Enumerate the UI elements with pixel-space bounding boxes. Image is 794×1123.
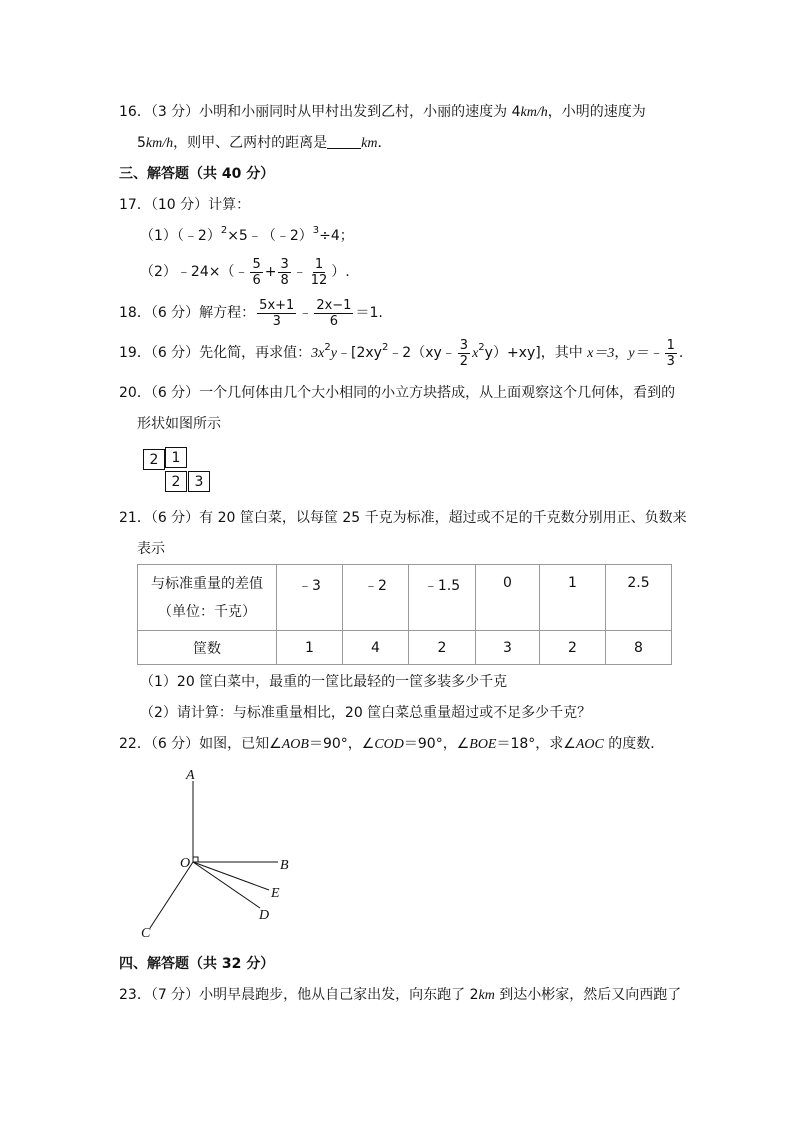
table-cell: ﹣2 [343,565,409,631]
section-4-title: 四、解答题（共 32 分） [119,956,275,972]
q22-head: 22．（6 分）如图，已知∠ [119,736,282,752]
table-cell: 0 [476,565,540,631]
q21-sub1: （1）20 筐白菜中，最重的一筐比最轻的一筐多装多少千克 [140,674,508,690]
q21-line2: 表示 [137,541,165,557]
q22-t2: ＝90°，∠ [308,736,375,752]
q17-p2-plus: + [264,264,277,280]
ray-od [193,862,260,908]
q22-angle-cod: COD [374,737,404,752]
q19-e6: y）+xy]，其中 [484,345,588,361]
q21-line1: 21．（6 分）有 20 筐白菜，以每筐 25 千克为标准，超过或不足的千克数分别用正、负数来 [119,510,687,526]
label-e: E [271,886,280,901]
q19-e1s: 2 [324,342,331,353]
q19-e3: ﹣[2xy [336,345,382,361]
q23-b: 到达小彬家，然后又向西跑了 [494,987,682,1003]
table-cell: 2 [540,631,606,665]
q19-end: . [678,345,684,361]
q19-head: 19．（6 分）先化简，再求值： [119,345,312,361]
table-cell: 2 [409,631,476,665]
q17-p1-c: ÷4； [319,228,354,244]
label-c: C [141,926,151,941]
q16-unit-kmh: km/h [520,105,548,120]
q18-eq: ＝1. [355,305,383,321]
label-d: D [259,908,270,923]
table-cell: 1 [277,631,343,665]
q19-e3s: 2 [381,342,389,353]
ray-oe [193,862,269,890]
q17-p2-a: （2）﹣24×（﹣ [140,264,249,280]
grid-cell-4: 3 [188,471,210,492]
q23-line [119,985,681,1006]
q23-unit: km [478,988,495,1003]
row1-label-b: （单位：千克） [158,603,256,620]
q17-p1-exp1: 2 [220,225,228,236]
q18-frac-2: $\frac{2x-1}{6}$ [316,297,352,329]
table-header-cell: 筐数 [138,631,277,665]
row1-label-a: 与标准重量的差值 [151,575,263,592]
right-angle-marker [193,857,198,862]
table-cell: 2.5 [606,565,672,631]
q21-sub2: （2）请计算：与标准重量相比，20 筐白菜总重量超过或不足多少千克？ [140,705,592,721]
q22-angle-aoc: AOC [575,737,604,752]
label-a: A [186,768,195,783]
section-3-title: 三、解答题（共 40 分） [119,166,275,182]
table-cell: ﹣1.5 [409,565,476,631]
grid-cell-1: 2 [143,449,165,470]
q17-p2-minus: ﹣ [292,264,307,280]
q20-line1: 20．（6 分）一个几何体由几个大小相同的小立方块搭成，从上面观察这个几何体，看到的 [119,385,676,401]
q20-line2: 形状如图所示 [137,416,221,432]
q19-e5s: 2 [478,342,485,353]
q16-text-d: ，则甲、乙两村的距离是 [173,135,328,151]
table-cell: ﹣3 [277,565,343,631]
grid-cell-2: 1 [165,447,187,468]
q17-frac-3: $\frac{1}{12}$ [310,256,328,288]
q16-text-b: ，小明的速度为 [547,104,646,120]
q19-y-frac: $\frac{1}{3}$ [666,337,675,369]
q22-t4: ＝90°，∠ [403,736,470,752]
q17-p2-end: ）. [331,264,350,280]
q22-t6: ＝18°，求∠ [496,736,576,752]
q19-e2: y [330,346,337,361]
label-b: B [280,858,289,873]
q17-frac-1: $\frac{5}{6}$ [252,256,261,288]
q16-text-c: 5 [137,135,146,151]
q22-t8: 的度数． [603,736,665,752]
q17-p1-b: ×5﹣（﹣2） [227,228,313,244]
q16-text-a: 16．（3 分）小明和小丽同时从甲村出发到乙村，小丽的速度为 4 [119,104,521,120]
q18-minus: ﹣ [298,305,313,321]
q19-y-value: y＝﹣ [628,346,663,361]
q19-x-value: x＝3 [587,346,615,361]
q17-head: 17．（10 分）计算： [119,197,251,213]
q19-sep: ， [614,345,629,361]
table-cell: 3 [476,631,540,665]
q16-unit-kmh-2: km/h [145,136,174,151]
q17-frac-2: $\frac{3}{8}$ [280,256,289,288]
q18-frac-1: $\frac{5x+1}{3}$ [259,297,295,329]
q16-unit-km: km [361,136,378,151]
table-cell: 1 [540,565,606,631]
label-o: O [180,856,191,871]
q19-e5: x [472,346,479,361]
q16-text-e: ． [377,135,392,151]
table-cell: 4 [343,631,409,665]
q17-p1-exp2: 3 [312,225,320,236]
q18-head: 18．（6 分）解方程： [119,305,256,321]
ray-oc [150,862,193,928]
q22-angle-aob: AOB [281,737,309,752]
q22-angle-boe: BOE [469,737,497,752]
grid-cell-3: 2 [165,471,187,492]
q19-e1: 3x [311,346,325,361]
q17-p1-a: （1）（﹣2） [140,228,221,244]
table-cell: 8 [606,631,672,665]
q19-e4: ﹣2（xy﹣ [388,345,456,361]
q19-frac: $\frac{3}{2}$ [459,337,469,369]
q23-a: 23．（7 分）小明早晨跑步，他从自己家出发，向东跑了 2 [119,987,479,1003]
